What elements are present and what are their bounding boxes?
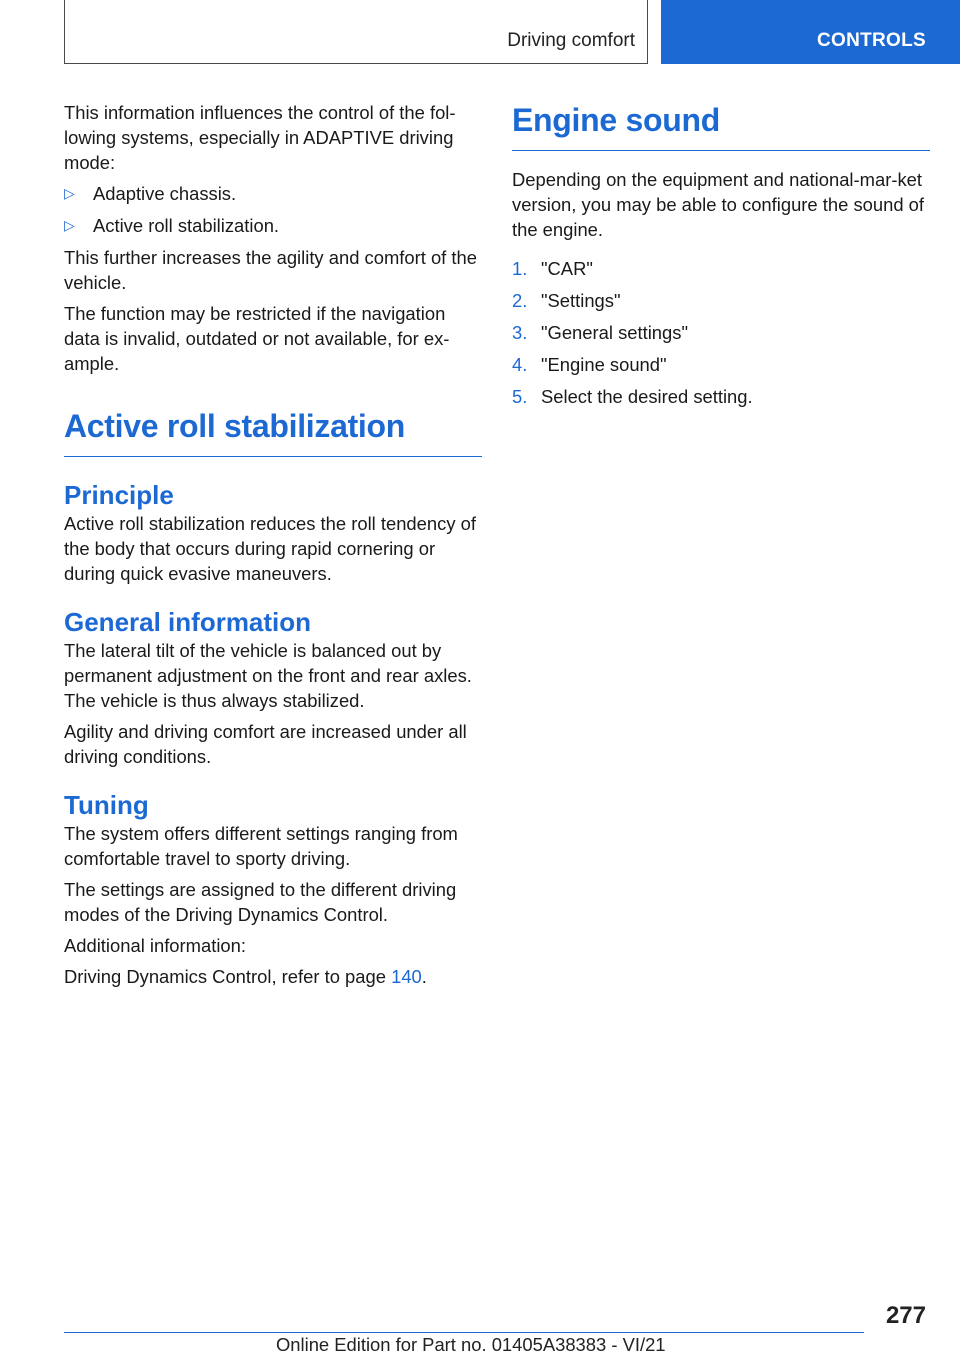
right-column xyxy=(512,100,930,416)
tuning-paragraph-3: Additional information: xyxy=(64,935,246,956)
general-paragraph-2: Agility and driving comfort are increased under all driving conditions. xyxy=(64,721,467,767)
triangle-bullet-icon: ▷ xyxy=(64,185,75,201)
header-section-title: Driving comfort xyxy=(507,30,635,51)
section-title-engine-sound: Engine sound xyxy=(512,100,930,151)
list-item xyxy=(512,320,930,345)
page-number: 277 xyxy=(885,1302,926,1329)
list-item-text: Adaptive chassis. xyxy=(93,183,237,204)
engine-sound-steps xyxy=(512,256,930,409)
general-information-heading: General information xyxy=(64,607,312,637)
list-item xyxy=(512,256,930,281)
left-column xyxy=(64,100,482,995)
intro-paragraph: This information influences the control of the fol-lowing systems, especially in ADAPTIVE driving mode: xyxy=(64,102,456,173)
step-text: "Engine sound" xyxy=(541,354,667,375)
step-text: "General settings" xyxy=(541,322,688,343)
tuning-paragraph-1: The system offers different settings ranging from comfortable travel to sporty driving. xyxy=(64,823,458,869)
agility-paragraph: This further increases the agility and comfort of the vehicle. xyxy=(64,247,477,293)
list-item xyxy=(64,181,482,206)
step-text: "Settings" xyxy=(541,290,621,311)
page-header xyxy=(0,0,960,66)
principle-paragraph: Active roll stabilization reduces the roll tendency of the body that occurs during rapid cornering or during quick evasive maneuvers. xyxy=(64,513,476,584)
tuning-paragraph-2: The settings are assigned to the different driving modes of the Driving Dynamics Control. xyxy=(64,879,457,925)
step-number: 1. xyxy=(512,258,528,279)
step-number: 2. xyxy=(512,290,528,311)
tuning-heading: Tuning xyxy=(64,790,149,820)
section-title-active-roll: Active roll stabilization xyxy=(64,406,482,457)
restriction-paragraph: The function may be restricted if the navigation data is invalid, outdated or not available, for ex-ample. xyxy=(64,303,450,374)
list-item xyxy=(64,213,482,238)
step-number: 5. xyxy=(512,386,528,407)
general-paragraph-1: The lateral tilt of the vehicle is balanced out by permanent adjustment on the front and rear axles. The vehicle is thus always stabilized. xyxy=(64,640,472,711)
footer-divider xyxy=(64,1332,864,1333)
step-number: 4. xyxy=(512,354,528,375)
list-item-text: Active roll stabilization. xyxy=(93,215,280,236)
systems-list xyxy=(64,181,482,238)
page-reference-link[interactable]: 140 xyxy=(391,966,422,987)
page-reference-end: . xyxy=(421,966,427,987)
step-text: "CAR" xyxy=(541,258,593,279)
list-item xyxy=(512,384,930,409)
list-item xyxy=(512,352,930,377)
step-text: Select the desired setting. xyxy=(541,386,753,407)
page-footer xyxy=(64,1296,930,1362)
step-number: 3. xyxy=(512,322,528,343)
header-chapter-tab: CONTROLS xyxy=(661,0,960,64)
edition-text: Online Edition for Part no. 01405A38383 - VI/21 xyxy=(276,1334,666,1355)
list-item xyxy=(512,288,930,313)
page-reference xyxy=(64,964,482,989)
triangle-bullet-icon: ▷ xyxy=(64,217,75,233)
header-section-box xyxy=(64,0,648,64)
principle-heading: Principle xyxy=(64,480,174,510)
page-reference-text: Driving Dynamics Control, refer to page xyxy=(64,966,386,987)
engine-sound-intro: Depending on the equipment and national-mar-ket version, you may be able to configure the sound of the engine. xyxy=(512,169,925,240)
